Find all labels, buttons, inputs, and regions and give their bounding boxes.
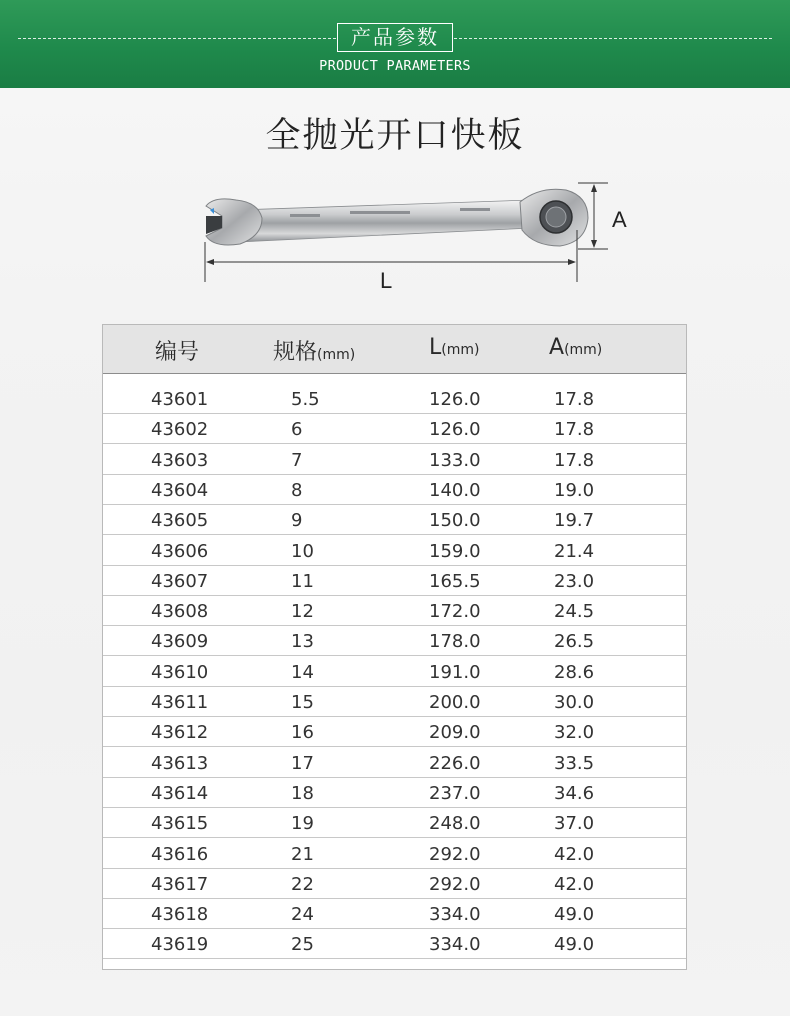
cell-code: 43601	[151, 389, 209, 410]
cell-size: 5.5	[291, 389, 320, 410]
table-row	[103, 807, 686, 838]
cell-size: 21	[291, 843, 314, 865]
cell-code: 43605	[151, 510, 209, 532]
cell-size: 11	[291, 570, 314, 592]
cell-size: 13	[291, 631, 314, 653]
cell-a: 37.0	[554, 813, 595, 835]
cell-a: 19.0	[554, 479, 595, 501]
header-length-unit: (mm)	[441, 342, 480, 358]
cell-code: 43616	[151, 843, 209, 865]
cell-code: 43603	[151, 449, 209, 471]
cell-code: 43612	[151, 722, 209, 744]
cell-code: 43613	[151, 752, 209, 774]
cell-length: 150.0	[429, 510, 481, 532]
table-row	[103, 898, 686, 929]
cell-a: 42.0	[554, 873, 595, 895]
header-a: A(mm)	[549, 335, 603, 360]
cell-a: 32.0	[554, 722, 595, 744]
wrench-image	[206, 189, 588, 246]
dimension-l-label: L	[380, 268, 393, 293]
cell-code: 43609	[151, 631, 209, 653]
table-row	[103, 928, 686, 959]
cell-size: 18	[291, 782, 314, 804]
cell-length: 292.0	[429, 873, 481, 895]
table-header	[103, 325, 686, 374]
header-a-unit: (mm)	[564, 342, 603, 358]
banner-subtitle: PRODUCT PARAMETERS	[319, 58, 471, 74]
cell-a: 17.8	[554, 389, 595, 410]
cell-a: 30.0	[554, 692, 595, 713]
header-size: 规格(mm)	[273, 340, 356, 365]
header-code: 编号	[155, 340, 200, 365]
cell-length: 191.0	[429, 661, 481, 683]
table-row	[103, 838, 686, 869]
cell-size: 15	[291, 692, 314, 713]
cell-length: 133.0	[429, 449, 481, 471]
cell-size: 22	[291, 873, 314, 895]
product-title: 全抛光开口快板	[265, 116, 525, 156]
cell-a: 17.8	[554, 419, 595, 441]
cell-length: 209.0	[429, 722, 481, 744]
cell-code: 43604	[151, 479, 209, 501]
cell-a: 24.5	[554, 601, 595, 623]
cell-size: 17	[291, 752, 314, 774]
cell-length: 172.0	[429, 601, 481, 623]
header-size-unit: (mm)	[317, 347, 356, 363]
cell-code: 43606	[151, 540, 209, 562]
table-row	[103, 504, 686, 535]
cell-length: 178.0	[429, 631, 481, 653]
cell-a: 33.5	[554, 752, 595, 774]
cell-length: 226.0	[429, 752, 481, 774]
cell-size: 25	[291, 934, 314, 956]
cell-length: 334.0	[429, 934, 481, 956]
cell-size: 10	[291, 540, 314, 562]
cell-a: 49.0	[554, 904, 595, 926]
cell-a: 26.5	[554, 631, 595, 653]
cell-size: 14	[291, 661, 314, 683]
cell-code: 43615	[151, 813, 209, 835]
cell-code: 43617	[151, 873, 209, 895]
cell-a: 42.0	[554, 843, 595, 865]
cell-size: 19	[291, 813, 314, 835]
cell-size: 24	[291, 904, 314, 926]
cell-code: 43618	[151, 904, 209, 926]
cell-a: 21.4	[554, 540, 595, 562]
cell-size: 8	[291, 479, 303, 501]
cell-length: 126.0	[429, 419, 481, 441]
table-row	[103, 535, 686, 566]
cell-size: 6	[291, 419, 303, 441]
table-row	[103, 868, 686, 899]
cell-size: 9	[291, 510, 303, 532]
cell-code: 43608	[151, 601, 209, 623]
table-row	[103, 716, 686, 747]
cell-code: 43607	[151, 570, 209, 592]
table-row	[103, 747, 686, 778]
cell-size: 16	[291, 722, 314, 744]
cell-code: 43610	[151, 661, 209, 683]
cell-length: 140.0	[429, 479, 481, 501]
cell-a: 28.6	[554, 661, 595, 683]
cell-code: 43611	[151, 692, 209, 713]
cell-size: 7	[291, 449, 303, 471]
cell-length: 334.0	[429, 904, 481, 926]
dimension-a-label: A	[612, 207, 627, 232]
table-row	[103, 686, 686, 717]
table-row	[103, 474, 686, 505]
cell-a: 49.0	[554, 934, 595, 956]
banner-dashed-line-left	[18, 38, 336, 39]
table-row	[103, 625, 686, 656]
table-row	[103, 413, 686, 444]
cell-code: 43614	[151, 782, 209, 804]
cell-a: 19.7	[554, 510, 595, 532]
cell-size: 12	[291, 601, 314, 623]
cell-a: 17.8	[554, 449, 595, 471]
table-row	[103, 565, 686, 596]
cell-code: 43602	[151, 419, 209, 441]
cell-code: 43619	[151, 934, 209, 956]
cell-length: 165.5	[429, 570, 481, 592]
banner-dashed-line-right	[454, 38, 772, 39]
table-row	[103, 595, 686, 626]
banner-title: 产品参数	[337, 23, 453, 52]
table-row	[103, 656, 686, 687]
section-banner	[0, 0, 790, 88]
cell-a: 23.0	[554, 570, 595, 592]
header-length: L(mm)	[429, 335, 480, 360]
table-row	[103, 383, 686, 414]
cell-length: 126.0	[429, 389, 481, 410]
cell-length: 248.0	[429, 813, 481, 835]
cell-length: 237.0	[429, 782, 481, 804]
cell-length: 159.0	[429, 540, 481, 562]
cell-length: 292.0	[429, 843, 481, 865]
cell-length: 200.0	[429, 692, 481, 713]
cell-a: 34.6	[554, 782, 595, 804]
wrench-dimension-diagram	[0, 170, 790, 310]
table-row	[103, 777, 686, 808]
table-row	[103, 444, 686, 475]
specs-table	[102, 324, 687, 970]
